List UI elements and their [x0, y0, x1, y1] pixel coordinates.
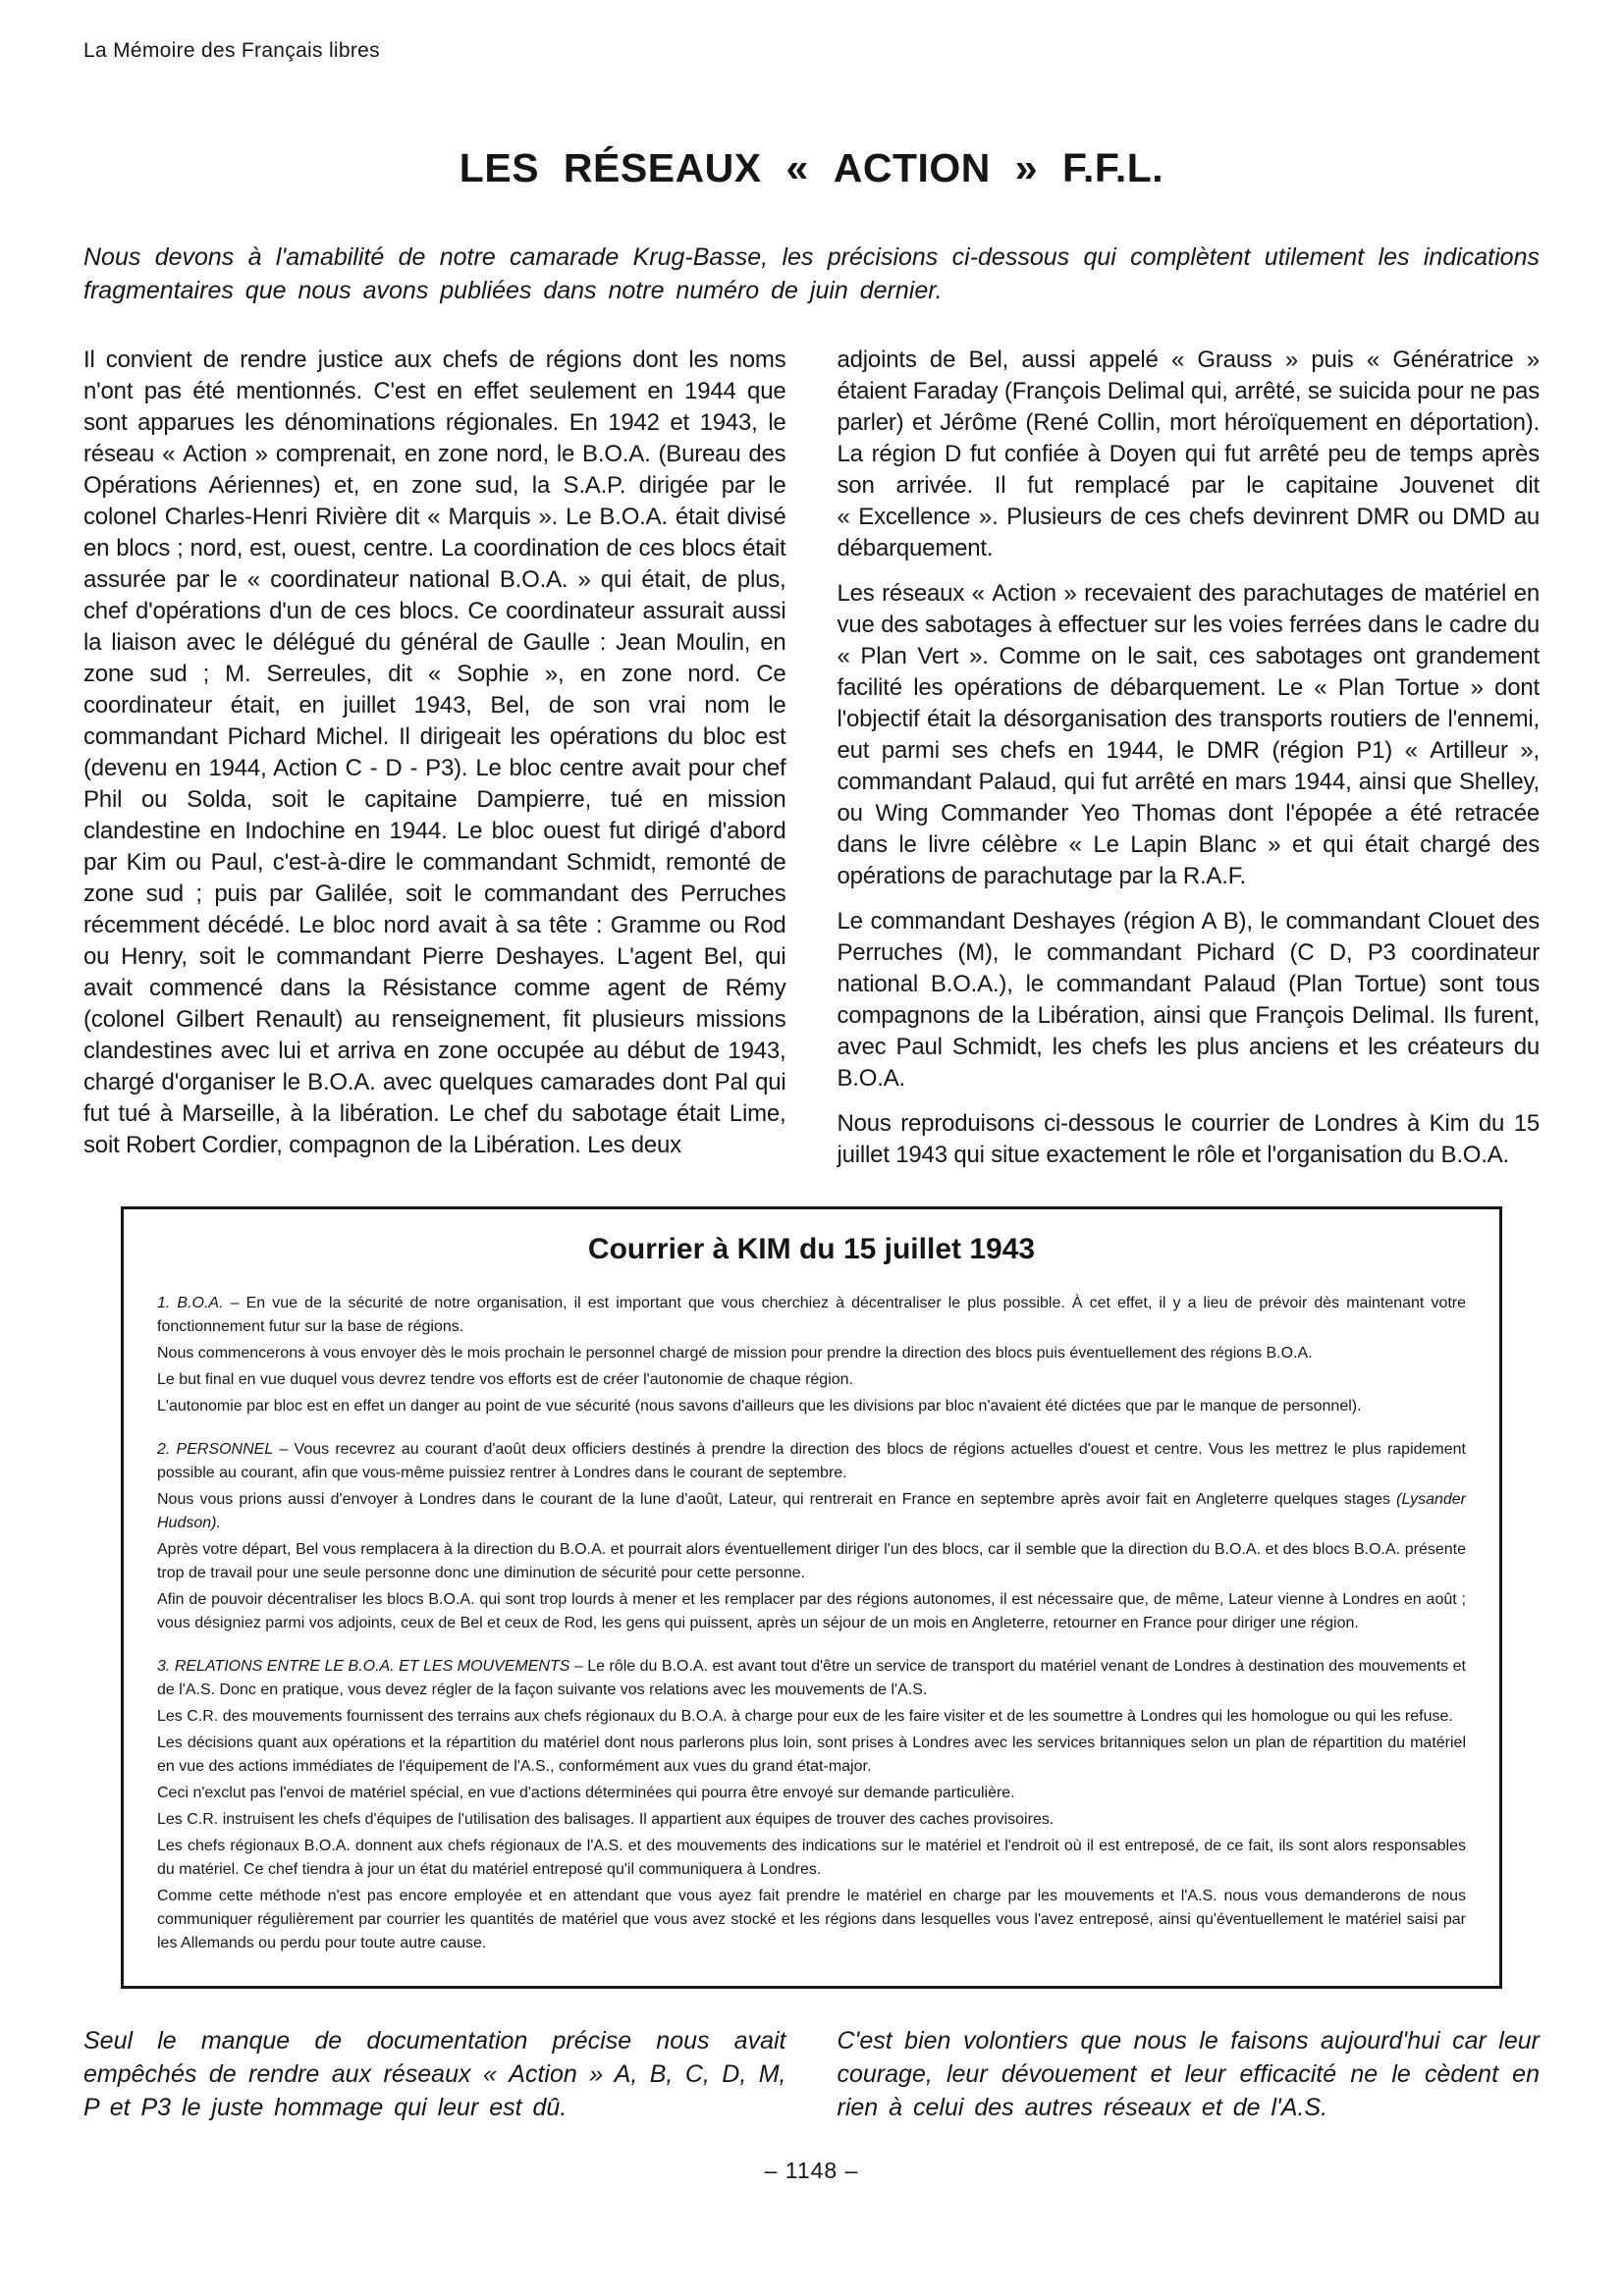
letter-section-boa [157, 1292, 1466, 1418]
letter-section-personnel [157, 1438, 1466, 1635]
letter-paragraph [157, 1438, 1466, 1485]
letter-paragraph: Les décisions quant aux opérations et la répartition du matériel dont nous parlerons plus loin, sont prises à Londres avec les services britanniques selon un plan de répartition du matériel en vue des actions immédiates de l'équipement de l'A.S., conformément aux vues du grand état-major. [157, 1735, 1466, 1775]
section-lead: 1. B.O.A. [157, 1295, 224, 1311]
article-body [83, 345, 1540, 1171]
article-intro: Nous devons à l'amabilité de notre camarade Krug-Basse, les précisions ci-dessous qui complètent utilement les indications fragmentaires que nous avons publiées dans notre numéro de juin dernier. [83, 243, 1540, 304]
letter-paragraph: Le but final en vue duquel vous devrez tendre vos efforts est de créer l'autonomie de chaque région. [157, 1371, 853, 1388]
section-opening: – Vous recevrez au courant d'août deux officiers destinés à prendre la direction des blocs de régions actuelles d'ouest et centre. Vous les mettrez le plus rapidement possible au courant, afin que vous-même puissiez rentrer à Londres dans le courant de septembre. [157, 1441, 1466, 1481]
article-title: LES RÉSEAUX « ACTION » F.F.L. [459, 145, 1164, 190]
closing-note-left-column [83, 2024, 786, 2124]
body-paragraph: Il convient de rendre justice aux chefs de régions dont les noms n'ont pas été mentionnés. C'est en effet seulement en 1944 que sont apparues les dénominations régionales. En 1942 et 1943, le réseau « Action » comprenait, en zone nord, le B.O.A. (Bureau des Opérations Aériennes) et, en zone sud, la S.A.P. dirigée par le colonel Charles-Henri Rivière dit « Marquis ». Le B.O.A. était divisé en blocs ; nord, est, ouest, centre. La coordination de ces blocs était assurée par le « coordinateur national B.O.A. » qui était, de plus, chef d'opérations d'un de ces blocs. Ce coordinateur assurait aussi la liaison avec le délégué du général de Gaulle : Jean Moulin, en zone sud ; M. Serreules, dit « Sophie », en zone nord. Ce coordinateur était, en juillet 1943, Bel, de son vrai nom le commandant Pichard Michel. Il dirigeait les opérations du bloc est (devenu en 1944, Action C - D - P3). Le bloc centre avait pour chef Phil ou Solda, soit le capitaine Dampierre, tué en mission clandestine en Indochine en 1944. Le bloc ouest fut dirigé d'abord par Kim ou Paul, c'est-à-dire le commandant Schmidt, remonté de zone sud ; puis par Galilée, soit le commandant des Perruches récemment décédé. Le bloc nord avait à sa tête : Gramme ou Rod ou Henry, soit le commandant Pierre Deshayes. L'agent Bel, qui avait commencé dans la Résistance comme agent de Rémy (colonel Gilbert Renault) au renseignement, fit plusieurs missions clandestines avec lui et arriva en zone occupée au début de 1943, chargé d'organiser le B.O.A. avec quelques camarades dont Pal qui fut tué à Marseille, à la libération. Le chef du sabotage était Lime, soit Robert Cordier, compagnon de la Libération. Les deux [83, 347, 786, 1158]
body-paragraph: Les réseaux « Action » recevaient des parachutages de matériel en vue des sabotages à effectuer sur les voies ferrées dans le cadre du « Plan Vert ». Comme on le sait, ces sabotages ont grandement facilité les opérations de débarquement. Le « Plan Tortue » dont l'objectif était la désorganisation des transports routiers de l'ennemi, eut parmi ses chefs en 1944, le DMR (région P1) « Artilleur », commandant Palaud, qui fut arrêté en mars 1944, ainsi que Shelley, ou Wing Commander Yeo Thomas dont l'épopée a été retracée dans le livre célèbre « Le Lapin Blanc » et qui était chargé des opérations de parachutage par la R.A.F. [837, 580, 1540, 889]
letter-title: Courrier à KIM du 15 juillet 1943 [587, 1233, 1036, 1265]
letter-paragraph: Afin de pouvoir décentraliser les blocs B.O.A. qui sont trop lourds à mener et les remplacer par des régions autonomes, il est nécessaire que, de même, Lateur vienne à Londres en août ; vous désigniez parmi vos adjoints, ceux de Bel et ceux de Rod, les gens qui puissent, après un séjour de un mois en Angleterre, retourner en France pour diriger une région. [157, 1591, 1466, 1631]
letter-paragraph: L'autonomie par bloc est en effet un danger au point de vue sécurité (nous savons d'ailleurs que les divisions par bloc n'avaient été dictées que par le manque de personnel). [157, 1398, 1362, 1415]
letter-section-relations [157, 1655, 1466, 1955]
letter-paragraph: Les chefs régionaux B.O.A. donnent aux chefs régionaux de l'A.S. et des mouvements des indications sur le matériel et l'endroit où il est entreposé, de ce fait, ils sont alors responsables du matériel. Ce chef tiendra à jour un état du matériel entreposé qu'il communiquera à Londres. [157, 1838, 1466, 1878]
page-number: – 1148 – [764, 2158, 859, 2183]
closing-note: C'est bien volontiers que nous le faisons aujourd'hui car leur courage, leur dévouement et leur efficacité ne le cèdent en rien à celui des autres réseaux et de l'A.S. [837, 2027, 1540, 2121]
letter-paragraph: Ceci n'exclut pas l'envoi de matériel spécial, en vue d'actions déterminées qui pourra être envoyé sur demande particulière. [157, 1785, 1015, 1801]
stages-text: Nous vous prions aussi d'envoyer à Londres dans le courant de la lune d'août, Lateur, qui rentrerait en France en septembre après avoir fait en Angleterre quelques stages [157, 1491, 1390, 1508]
letter-paragraph: Les C.R. instruisent les chefs d'équipes de l'utilisation des balisages. Il appartient aux équipes de trouver des caches provisoires. [157, 1811, 1055, 1828]
section-opening: – En vue de la sécurité de notre organisation, il est important que vous cherchiez à décentraliser le plus possible. À cet effet, il y a lieu de prévoir dès maintenant votre fonctionnement futur sur la base de régions. [157, 1295, 1467, 1335]
letter-paragraph: Comme cette méthode n'est pas encore employée et en attendant que vous ayez fait prendre le matériel en charge par les mouvements et l'A.S. nous vous demanderons de nous communiquer régulièrement par courrier les quantités de matériel que vous avez stocké et les régions dans lesquelles vous l'avez entreposé, ainsi qu'éventuellement le matériel saisi par les Allemands ou perdu pour toute autre cause. [157, 1888, 1466, 1951]
closing-note: Seul le manque de documentation précise nous avait empêchés de rendre aux réseaux « Action » A, B, C, D, M, P et P3 le juste hommage qui leur est dû. [83, 2027, 786, 2121]
letter-paragraph [157, 1655, 1466, 1702]
closing-notes [83, 2024, 1540, 2124]
section-opening: – Le rôle du B.O.A. est avant tout d'être un service de transport du matériel venant de Londres à destination des mouvements et de l'A.S. Donc en pratique, vous devez régler de la façon suivante vos relations avec les mouvements de l'A.S. [157, 1658, 1466, 1698]
stages-italic: (Lysander Hudson). [157, 1491, 1466, 1531]
body-paragraph: Le commandant Deshayes (région A B), le commandant Clouet des Perruches (M), le commandant Pichard (C D, P3 coordinateur national B.O.A.), le commandant Palaud (Plan Tortue) sont tous compagnons de la Libération, ainsi que François Delimal. Ils furent, avec Paul Schmidt, les chefs les plus anciens et les créateurs du B.O.A. [837, 908, 1540, 1092]
letter-paragraph: Nous commencerons à vous envoyer dès le mois prochain le personnel chargé de mission pour prendre la direction des blocs puis éventuellement des régions B.O.A. [157, 1345, 1313, 1362]
body-paragraph: adjoints de Bel, aussi appelé « Grauss » puis « Génératrice » étaient Faraday (François Delimal qui, arrêté, se suicida pour ne pas parler) et Jérôme (René Collin, mort héroïquement en déportation). La région D fut confiée à Doyen qui fut arrêté peu de temps après son arrivée. Il fut remplacé par le capitaine Jouvenet dit « Excellence ». Plusieurs de ces chefs devinrent DMR ou DMD au débarquement. [837, 347, 1540, 561]
letter-paragraph: Après votre départ, Bel vous remplacera à la direction du B.O.A. et pourrait alors éventuellement diriger l'un des blocs, car il semble que la direction du B.O.A. et des blocs B.O.A. présente trop de travail pour une seule personne donc une diminution de sécurité pour cette personne. [157, 1541, 1466, 1581]
body-paragraph: Nous reproduisons ci-dessous le courrier de Londres à Kim du 15 juillet 1943 qui situe exactement le rôle et l'organisation du B.O.A. [837, 1110, 1540, 1168]
letter-paragraph: Les C.R. des mouvements fournissent des terrains aux chefs régionaux du B.O.A. à charge pour eux de les faire visiter et de les soumettre à Londres qui les homologue ou qui les refuse. [157, 1708, 1453, 1725]
section-lead: 3. RELATIONS ENTRE LE B.O.A. ET LES MOUVEMENTS [157, 1658, 570, 1675]
letter-box [121, 1206, 1502, 1989]
letter-paragraph [157, 1488, 1466, 1535]
closing-note-right-column [838, 2024, 1541, 2124]
section-lead: 2. PERSONNEL [157, 1441, 274, 1458]
running-head: La Mémoire des Français libres [83, 39, 380, 62]
letter-paragraph [157, 1292, 1466, 1339]
body-column-left [83, 345, 786, 1171]
body-column-right [838, 345, 1541, 1171]
